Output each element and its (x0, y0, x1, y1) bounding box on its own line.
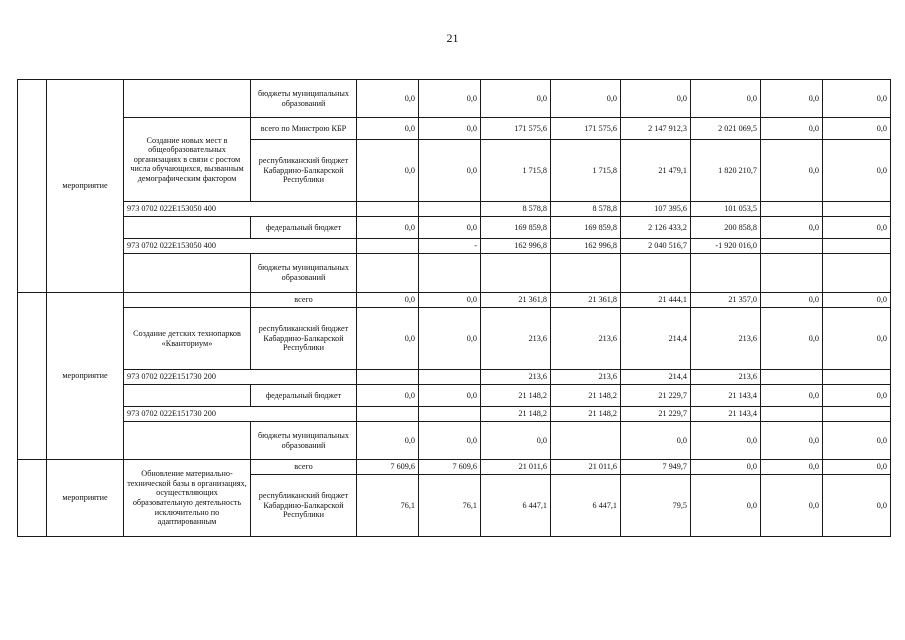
activity-name-empty (124, 254, 251, 293)
value-cell: 0,0 (761, 460, 823, 475)
value-cell (357, 407, 419, 422)
table-row (18, 217, 891, 239)
value-cell: 162 996,8 (551, 239, 621, 254)
value-cell (419, 254, 481, 293)
table-row (18, 407, 891, 422)
activity-type: мероприятие (47, 80, 124, 293)
value-cell: 21 011,6 (551, 460, 621, 475)
value-cell: 0,0 (357, 293, 419, 308)
activity-type: мероприятие (47, 460, 124, 537)
funding-source: бюджеты муниципальных образований (251, 80, 357, 118)
value-cell: 0,0 (419, 385, 481, 407)
activity-name: Обновление материально-технической базы в организациях, осуществляющих образовательную деятельность исключительно по адаптированным (124, 460, 251, 537)
value-cell: 0,0 (691, 80, 761, 118)
value-cell: 21 148,2 (481, 385, 551, 407)
value-cell: 213,6 (691, 308, 761, 370)
value-cell: 0,0 (551, 80, 621, 118)
value-cell: 0,0 (761, 308, 823, 370)
value-cell: 0,0 (357, 118, 419, 140)
value-cell: 21 361,8 (481, 293, 551, 308)
value-cell: 0,0 (823, 118, 891, 140)
value-cell: 21 148,2 (551, 407, 621, 422)
value-cell: 21 143,4 (691, 385, 761, 407)
value-cell: 0,0 (823, 80, 891, 118)
table-row (18, 385, 891, 407)
activity-name-empty (124, 80, 251, 118)
value-cell: 0,0 (761, 422, 823, 460)
value-cell: 0,0 (419, 118, 481, 140)
value-cell: 2 126 433,2 (621, 217, 691, 239)
value-cell: 0,0 (761, 385, 823, 407)
value-cell: 0,0 (761, 293, 823, 308)
value-cell: 1 820 210,7 (691, 140, 761, 202)
table-row (18, 460, 891, 475)
value-cell: 0,0 (823, 475, 891, 537)
funding-source: бюджеты муниципальных образований (251, 422, 357, 460)
value-cell: 21 148,2 (481, 407, 551, 422)
table-row (18, 308, 891, 370)
value-cell (419, 407, 481, 422)
value-cell: 0,0 (419, 140, 481, 202)
value-cell: -1 920 016,0 (691, 239, 761, 254)
value-cell: 0,0 (419, 293, 481, 308)
value-cell: 21 229,7 (621, 385, 691, 407)
value-cell: 0,0 (621, 80, 691, 118)
value-cell: 6 447,1 (551, 475, 621, 537)
value-cell (761, 254, 823, 293)
value-cell (419, 202, 481, 217)
page-number: 21 (446, 31, 459, 45)
table-row (18, 293, 891, 308)
value-cell: 8 578,8 (481, 202, 551, 217)
table-row (18, 118, 891, 140)
funding-source: всего (251, 460, 357, 475)
value-cell: 213,6 (481, 370, 551, 385)
value-cell: 0,0 (621, 422, 691, 460)
funding-source: всего (251, 293, 357, 308)
value-cell: 21 444,1 (621, 293, 691, 308)
value-cell: 101 053,5 (691, 202, 761, 217)
value-cell (481, 254, 551, 293)
value-cell: 79,5 (621, 475, 691, 537)
value-cell: 0,0 (481, 80, 551, 118)
table-row (18, 370, 891, 385)
value-cell: 1 715,8 (481, 140, 551, 202)
value-cell: 213,6 (481, 308, 551, 370)
value-cell: 21 143,4 (691, 407, 761, 422)
value-cell: 0,0 (357, 422, 419, 460)
value-cell: 2 021 069,5 (691, 118, 761, 140)
value-cell: 0,0 (761, 475, 823, 537)
value-cell: 0,0 (357, 140, 419, 202)
value-cell: 200 858,8 (691, 217, 761, 239)
value-cell: 0,0 (419, 422, 481, 460)
value-cell (761, 202, 823, 217)
value-cell (823, 239, 891, 254)
value-cell: 0,0 (823, 217, 891, 239)
funding-source: республиканский бюджет Кабардино-Балкарской Республики (251, 475, 357, 537)
value-cell (823, 254, 891, 293)
activity-name-empty (124, 422, 251, 460)
value-cell: 0,0 (691, 475, 761, 537)
activity-name: Создание детских технопарков «Кванториум» (124, 308, 251, 370)
value-cell (621, 254, 691, 293)
value-cell: 169 859,8 (481, 217, 551, 239)
value-cell: 7 609,6 (357, 460, 419, 475)
table-row (18, 254, 891, 293)
value-cell: 76,1 (357, 475, 419, 537)
value-cell: 0,0 (823, 460, 891, 475)
value-cell (357, 370, 419, 385)
value-cell: 7 609,6 (419, 460, 481, 475)
activity-name-empty (124, 293, 251, 308)
value-cell (761, 370, 823, 385)
value-cell: 76,1 (419, 475, 481, 537)
value-cell: 0,0 (761, 217, 823, 239)
value-cell: 169 859,8 (551, 217, 621, 239)
activity-name-empty (124, 217, 251, 239)
value-cell: 0,0 (761, 118, 823, 140)
value-cell: 0,0 (691, 460, 761, 475)
table-row (18, 202, 891, 217)
value-cell: 0,0 (419, 308, 481, 370)
value-cell: 0,0 (823, 140, 891, 202)
value-cell: 0,0 (823, 308, 891, 370)
value-cell: 0,0 (357, 80, 419, 118)
value-cell: 0,0 (481, 422, 551, 460)
value-cell: 6 447,1 (481, 475, 551, 537)
value-cell (419, 370, 481, 385)
value-cell: 0,0 (823, 422, 891, 460)
value-cell: 1 715,8 (551, 140, 621, 202)
value-cell: 7 949,7 (621, 460, 691, 475)
value-cell: 0,0 (419, 80, 481, 118)
value-cell (551, 422, 621, 460)
value-cell: 0,0 (761, 140, 823, 202)
value-cell: 21 357,0 (691, 293, 761, 308)
value-cell: 0,0 (823, 385, 891, 407)
value-cell (357, 202, 419, 217)
value-cell: 21 229,7 (621, 407, 691, 422)
value-cell: 21 148,2 (551, 385, 621, 407)
table-row (18, 239, 891, 254)
budget-code: 973 0702 022E151730 200 (124, 407, 357, 422)
funding-source: всего по Минстрою КБР (251, 118, 357, 140)
value-cell: 162 996,8 (481, 239, 551, 254)
value-cell (823, 407, 891, 422)
value-cell: 0,0 (761, 80, 823, 118)
value-cell (691, 254, 761, 293)
value-cell (761, 239, 823, 254)
value-cell: 0,0 (357, 385, 419, 407)
value-cell: 171 575,6 (481, 118, 551, 140)
value-cell: 8 578,8 (551, 202, 621, 217)
funding-source: федеральный бюджет (251, 217, 357, 239)
budget-code: 973 0702 022E153050 400 (124, 202, 357, 217)
value-cell: 21 479,1 (621, 140, 691, 202)
value-cell: 0,0 (823, 293, 891, 308)
index-cell (18, 293, 47, 460)
budget-table (17, 79, 891, 537)
table-row (18, 80, 891, 118)
value-cell (357, 254, 419, 293)
value-cell: 0,0 (357, 308, 419, 370)
value-cell: 21 361,8 (551, 293, 621, 308)
funding-source: федеральный бюджет (251, 385, 357, 407)
value-cell: 2 040 516,7 (621, 239, 691, 254)
funding-source: республиканский бюджет Кабардино-Балкарской Республики (251, 308, 357, 370)
funding-source: республиканский бюджет Кабардино-Балкарской Республики (251, 140, 357, 202)
value-cell: 107 395,6 (621, 202, 691, 217)
funding-source: бюджеты муниципальных образований (251, 254, 357, 293)
value-cell: 2 147 912,3 (621, 118, 691, 140)
value-cell: - (419, 239, 481, 254)
value-cell: 171 575,6 (551, 118, 621, 140)
index-cell (18, 460, 47, 537)
value-cell: 214,4 (621, 308, 691, 370)
budget-code: 973 0702 022E151730 200 (124, 370, 357, 385)
value-cell (761, 407, 823, 422)
value-cell (357, 239, 419, 254)
budget-code: 973 0702 022E153050 400 (124, 239, 357, 254)
value-cell: 213,6 (551, 370, 621, 385)
activity-type: мероприятие (47, 293, 124, 460)
activity-name: Создание новых мест в общеобразовательных организациях в связи с ростом числа обучающихся, вызванным демографическим фактором (124, 118, 251, 202)
value-cell (823, 202, 891, 217)
value-cell: 0,0 (419, 217, 481, 239)
value-cell: 0,0 (691, 422, 761, 460)
table-row (18, 422, 891, 460)
value-cell (551, 254, 621, 293)
value-cell (823, 370, 891, 385)
index-cell (18, 80, 47, 293)
activity-name-empty (124, 385, 251, 407)
value-cell: 213,6 (691, 370, 761, 385)
value-cell: 214,4 (621, 370, 691, 385)
value-cell: 0,0 (357, 217, 419, 239)
value-cell: 213,6 (551, 308, 621, 370)
value-cell: 21 011,6 (481, 460, 551, 475)
